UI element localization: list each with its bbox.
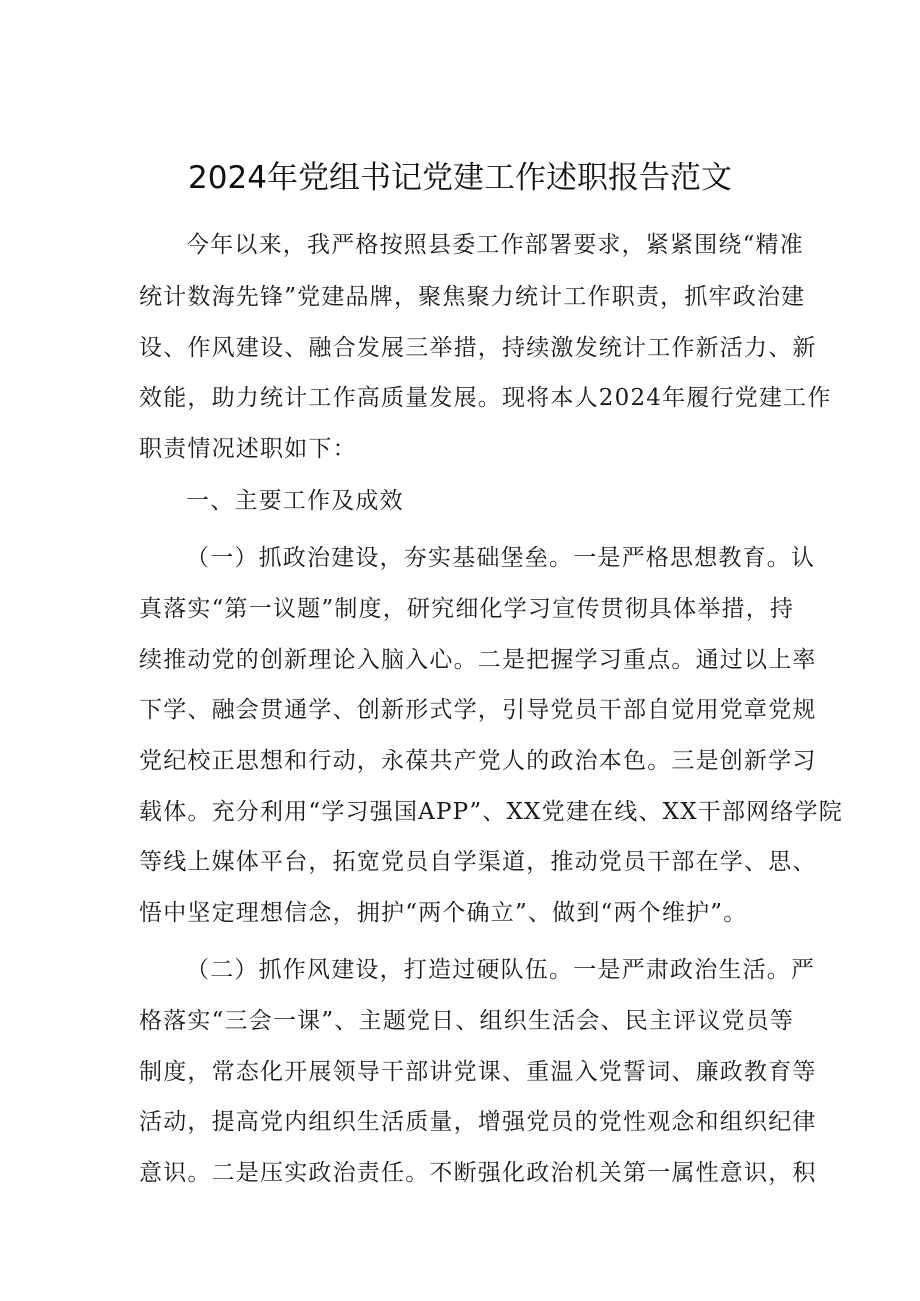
paragraph-line: 载体。充分利用“学习强国APP”、XX党建在线、XX干部网络学院: [139, 799, 843, 825]
paragraph-line: 效能，助力统计工作高质量发展。现将本人2024年履行党建工作: [139, 385, 832, 411]
paragraph-line: 等线上媒体平台，拓宽党员自学渠道，推动党员干部在学、思、: [139, 849, 817, 875]
section-heading: 一、主要工作及成效: [186, 488, 404, 514]
paragraph-line: 统计数海先锋”党建品牌，聚焦聚力统计工作职责，抓牢政治建: [139, 284, 806, 310]
paragraph-line: 制度，常态化开展领导干部讲党课、重温入党誓词、廉政教育等: [139, 1059, 817, 1085]
paragraph-line: 真落实“第一议题”制度，研究细化学习宣传贯彻具体举措，持: [139, 596, 795, 622]
paragraph-line: 设、作风建设、融合发展三举措，持续激发统计工作新活力、新: [139, 335, 817, 361]
paragraph-line: 悟中坚定理想信念，拥护“两个确立”、做到“两个维护”。: [139, 900, 748, 926]
paragraph-line: 今年以来，我严格按照县委工作部署要求，紧紧围绕“精准: [186, 232, 804, 258]
paragraph-line: 职责情况述职如下：: [139, 436, 357, 462]
paragraph-line: 续推动党的创新理论入脑入心。二是把握学习重点。通过以上率: [139, 647, 817, 673]
paragraph-line: 党纪校正思想和行动，永葆共产党人的政治本色。三是创新学习: [139, 748, 817, 774]
paragraph-line: 格落实“三会一课”、主题党日、组织生活会、民主评议党员等: [139, 1008, 795, 1034]
paragraph-line: 活动，提高党内组织生活质量，增强党员的党性观念和组织纪律: [139, 1109, 817, 1135]
paragraph-line: 意识。二是压实政治责任。不断强化政治机关第一属性意识，积: [139, 1160, 817, 1186]
paragraph-line: （一）抓政治建设，夯实基础堡垒。一是严格思想教育。认: [186, 545, 816, 571]
paragraph-line: 下学、融会贯通学、创新形式学，引导党员干部自觉用党章党规: [139, 697, 817, 723]
paragraph-line: （二）抓作风建设，打造过硬队伍。一是严肃政治生活。严: [186, 957, 816, 983]
document-title: 2024年党组书记党建工作述职报告范文: [188, 160, 732, 196]
